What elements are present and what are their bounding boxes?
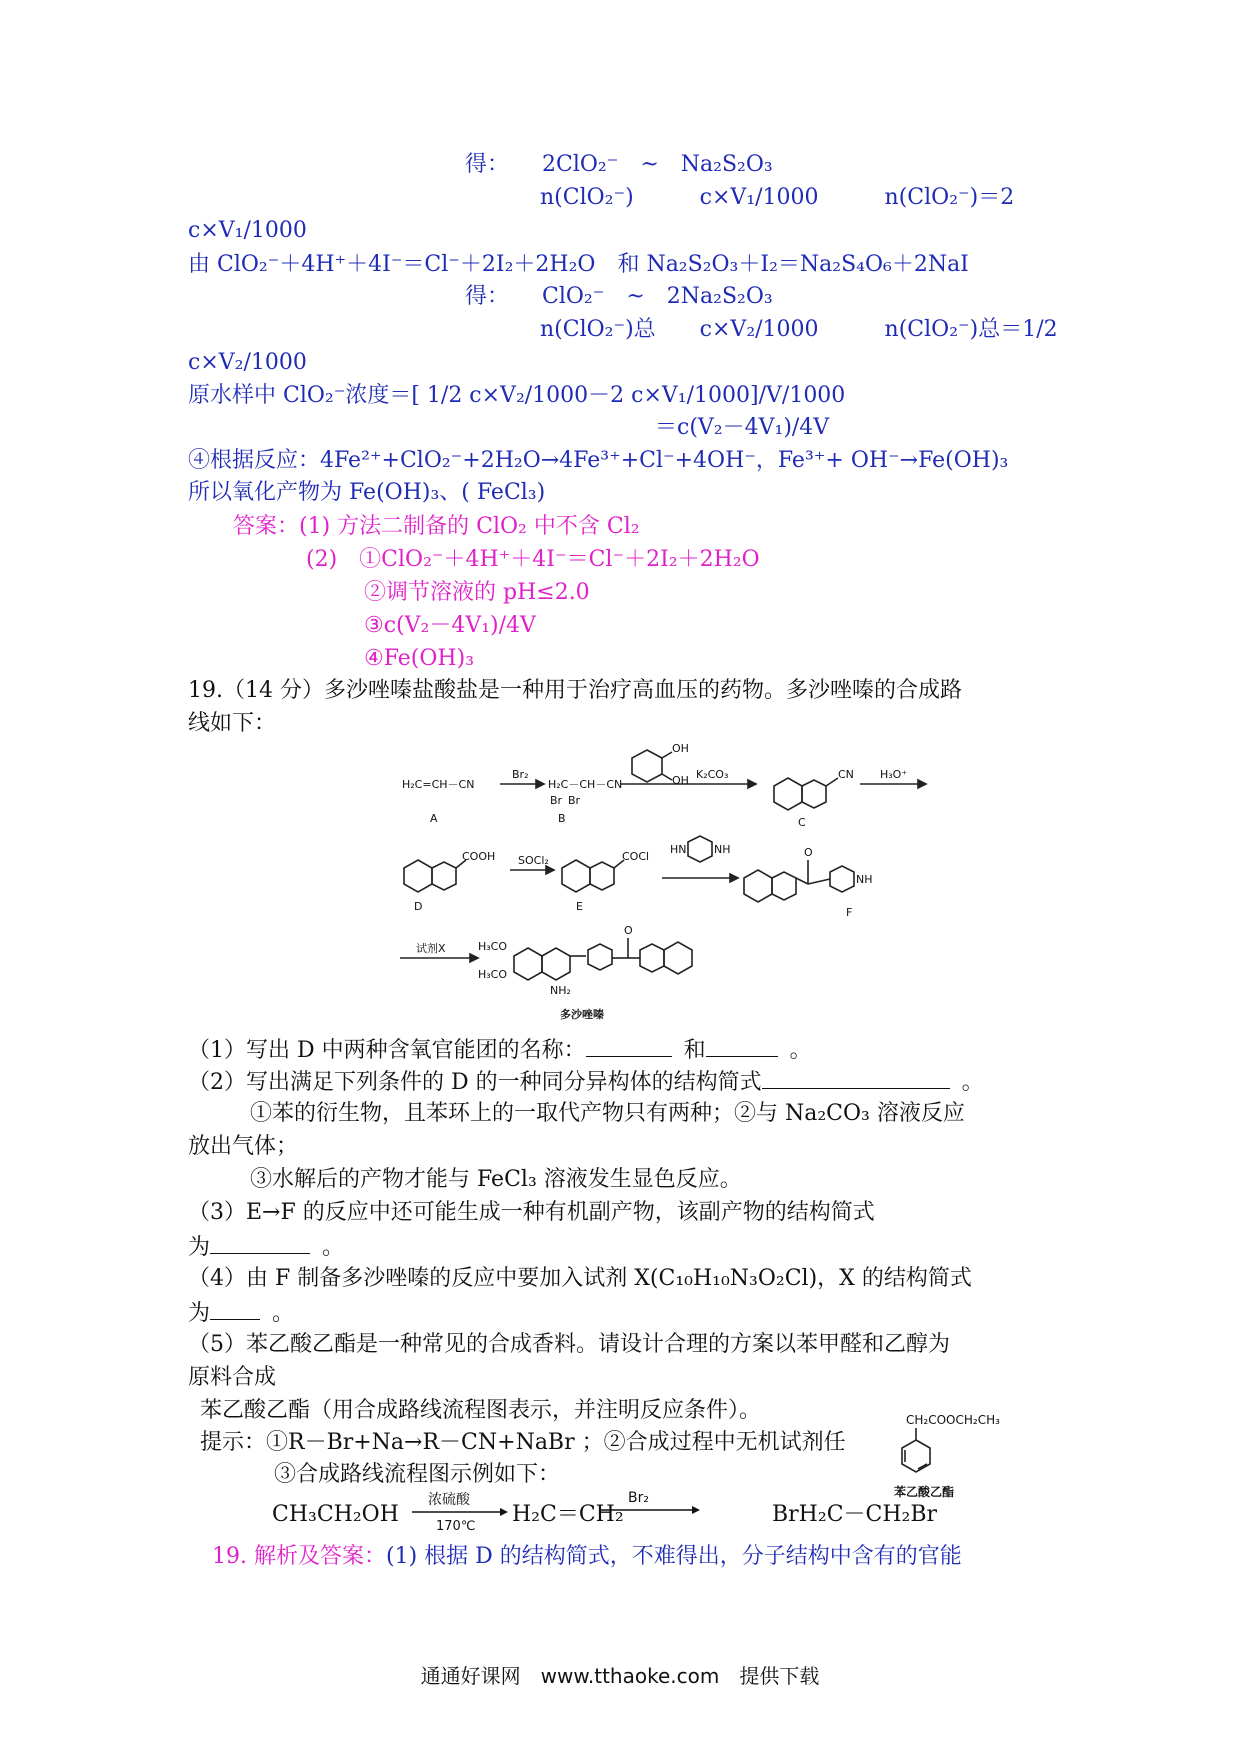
q19-part2 [188, 1066, 984, 1098]
route-cond-bottom: 170℃ [436, 1519, 476, 1534]
solution-line-1: 得： 2ClO₂⁻ ~ Na₂S₂O₃ [465, 152, 773, 177]
q2-blank[interactable] [762, 1066, 950, 1089]
route-arrow-2 [598, 1490, 702, 1520]
solution-line-3: c×V₁/1000 [188, 218, 307, 243]
hint-line-2: ③合成路线流程图示例如下： [274, 1462, 561, 1487]
analysis-text: (1) 根据 D 的结构简式，不难得出，分子结构中含有的官能 [385, 1544, 962, 1569]
side-name: 苯乙酸乙酯 [894, 1485, 955, 1499]
scheme-b-br1: Br [550, 794, 563, 807]
q19-part5b: 原料合成 [188, 1365, 277, 1390]
scheme-f-nh: NH [856, 873, 873, 886]
solution-line-9: ＝c(V₂－4V₁)/4V [655, 415, 830, 440]
answer-line-5: ④Fe(OH)₃ [364, 646, 475, 671]
q1-blank-1[interactable] [586, 1034, 672, 1057]
scheme-oh2: OH [672, 774, 689, 787]
scheme-k2co3: K₂CO₃ [696, 768, 729, 781]
q2-condition-1b: 放出气体； [188, 1134, 299, 1159]
scheme-label-e: E [576, 900, 583, 913]
answer-line-3: ②调节溶液的 pH≤2.0 [364, 580, 590, 605]
route-start: CH₃CH₂OH [272, 1502, 399, 1527]
q4-blank[interactable] [210, 1297, 260, 1320]
q19-part3: （3）E→F 的反应中还可能生成一种有机副产物，该副产物的结构简式 [188, 1200, 875, 1225]
scheme-hn: HN [670, 843, 687, 856]
solution-line-5: 得： ClO₂⁻ ~ 2Na₂S₂O₃ [465, 284, 773, 309]
scheme-label-d: D [414, 900, 423, 913]
ethyl-phenylacetate-figure [886, 1408, 1036, 1508]
q19-intro-1: 19.（14 分）多沙唑嗪盐酸盐是一种用于治疗高血压的药物。多沙唑嗪的合成路 [188, 678, 962, 703]
scheme-b-formula: H₂C－CH－CN [548, 778, 623, 791]
q19-part1 [188, 1034, 812, 1066]
route-arrow-1 [410, 1490, 510, 1536]
answer-line-2: (2) ①ClO₂⁻＋4H⁺＋4I⁻＝Cl⁻＋2I₂＋2H₂O [306, 547, 760, 572]
solution-line-4: 由 ClO₂⁻＋4H⁺＋4I⁻＝Cl⁻＋2I₂＋2H₂O 和 Na₂S₂O₃＋I₂＝Na₂S₄O₆＋2NaI [188, 252, 969, 277]
scheme-b-br2: Br [568, 794, 581, 807]
side-formula: CH₂COOCH₂CH₃ [906, 1413, 1000, 1427]
scheme-h3co-2: H₃CO [478, 968, 508, 981]
q2-text: （2）写出满足下列条件的 D 的一种同分异构体的结构简式 [188, 1070, 762, 1095]
q1-blank-2[interactable] [706, 1034, 778, 1057]
q19-part4b [188, 1297, 294, 1329]
route-middle: H₂C＝CH₂ [512, 1502, 624, 1527]
scheme-label-c: C [798, 816, 806, 829]
route-end: BrH₂C－CH₂Br [772, 1502, 938, 1527]
hint-line-1: 提示：①R－Br+Na→R－CN+NaBr ；②合成过程中无机试剂任 [200, 1430, 846, 1455]
solution-line-8: 原水样中 ClO₂⁻浓度＝[ 1/2 c×V₂/1000－2 c×V₁/1000]/V/1000 [188, 383, 846, 408]
synthesis-scheme [400, 738, 940, 1028]
answer-line-4: ③c(V₂－4V₁)/4V [364, 613, 536, 638]
q1-text: （1）写出 D 中两种含氧官能团的名称： [188, 1038, 586, 1063]
q1-and: 和 [683, 1038, 706, 1063]
q19-part5c: 苯乙酸乙酯（用合成路线流程图表示，并注明反应条件）。 [200, 1398, 762, 1423]
q19-part4: （4）由 F 制备多沙唑嗪的反应中要加入试剂 X(C₁₀H₁₀N₃O₂Cl)，X 的结构简式 [188, 1266, 972, 1291]
scheme-f-o: O [804, 846, 813, 859]
solution-line-10: ④根据反应：4Fe²⁺+ClO₂⁻+2H₂O→4Fe³⁺+Cl⁻+4OH⁻，Fe³⁺+ OH⁻→Fe(OH)₃ [188, 448, 1009, 473]
q19-part3b [188, 1231, 344, 1263]
scheme-socl2: SOCl₂ [518, 854, 549, 867]
scheme-label-f: F [846, 906, 853, 919]
scheme-a-formula: H₂C=CH－CN [402, 778, 475, 791]
q2-condition-1: ①苯的衍生物，且苯环上的一取代产物只有两种；②与 Na₂CO₃ 溶液反应 [250, 1101, 965, 1126]
route-cond-top: 浓硫酸 [428, 1492, 470, 1508]
q3-prefix: 为 [188, 1235, 211, 1260]
scheme-h3o: H₃O⁺ [880, 768, 908, 781]
q4-prefix: 为 [188, 1301, 211, 1326]
q2-condition-3: ③水解后的产物才能与 FeCl₃ 溶液发生显色反应。 [250, 1167, 742, 1192]
scheme-cn: CN [838, 768, 854, 781]
answer-line-1: 答案：(1) 方法二制备的 ClO₂ 中不含 Cl₂ [233, 514, 640, 539]
scheme-nh: NH [714, 843, 731, 856]
q3-end: 。 [322, 1235, 345, 1260]
solution-line-7: c×V₂/1000 [188, 350, 307, 375]
scheme-br2: Br₂ [512, 768, 529, 781]
analysis-lead: 19. 解析及答案： [212, 1544, 386, 1569]
scheme-product-name: 多沙唑嗪 [560, 1008, 604, 1021]
scheme-reagent-x: 试剂X [416, 942, 446, 955]
scheme-nh2: NH₂ [550, 984, 571, 997]
solution-line-6: n(ClO₂⁻)总 c×V₂/1000 n(ClO₂⁻)总＝1/2 [540, 317, 1058, 342]
q3-blank[interactable] [210, 1231, 310, 1254]
q1-end: 。 [789, 1038, 812, 1063]
analysis-line [212, 1542, 962, 1572]
page-footer: 通通好课网 www.tthaoke.com 提供下载 [420, 1664, 820, 1688]
q19-intro-2: 线如下： [188, 711, 277, 736]
solution-line-11: 所以氧化产物为 Fe(OH)₃、( FeCl₃) [188, 480, 546, 505]
q4-end: 。 [272, 1301, 295, 1326]
q2-end: 。 [961, 1070, 984, 1095]
scheme-label-b: B [558, 812, 566, 825]
route-cond2: Br₂ [628, 1490, 649, 1506]
scheme-doxa-o: O [624, 924, 633, 937]
scheme-oh1: OH [672, 742, 689, 755]
q19-part5: （5）苯乙酸乙酯是一种常见的合成香料。请设计合理的方案以苯甲醛和乙醇为 [188, 1332, 950, 1357]
scheme-h3co-1: H₃CO [478, 940, 508, 953]
scheme-label-a: A [430, 812, 438, 825]
scheme-cocl: COCl [622, 850, 650, 863]
scheme-cooh: COOH [462, 850, 496, 863]
solution-line-2: n(ClO₂⁻) c×V₁/1000 n(ClO₂⁻)＝2 [540, 185, 1015, 210]
